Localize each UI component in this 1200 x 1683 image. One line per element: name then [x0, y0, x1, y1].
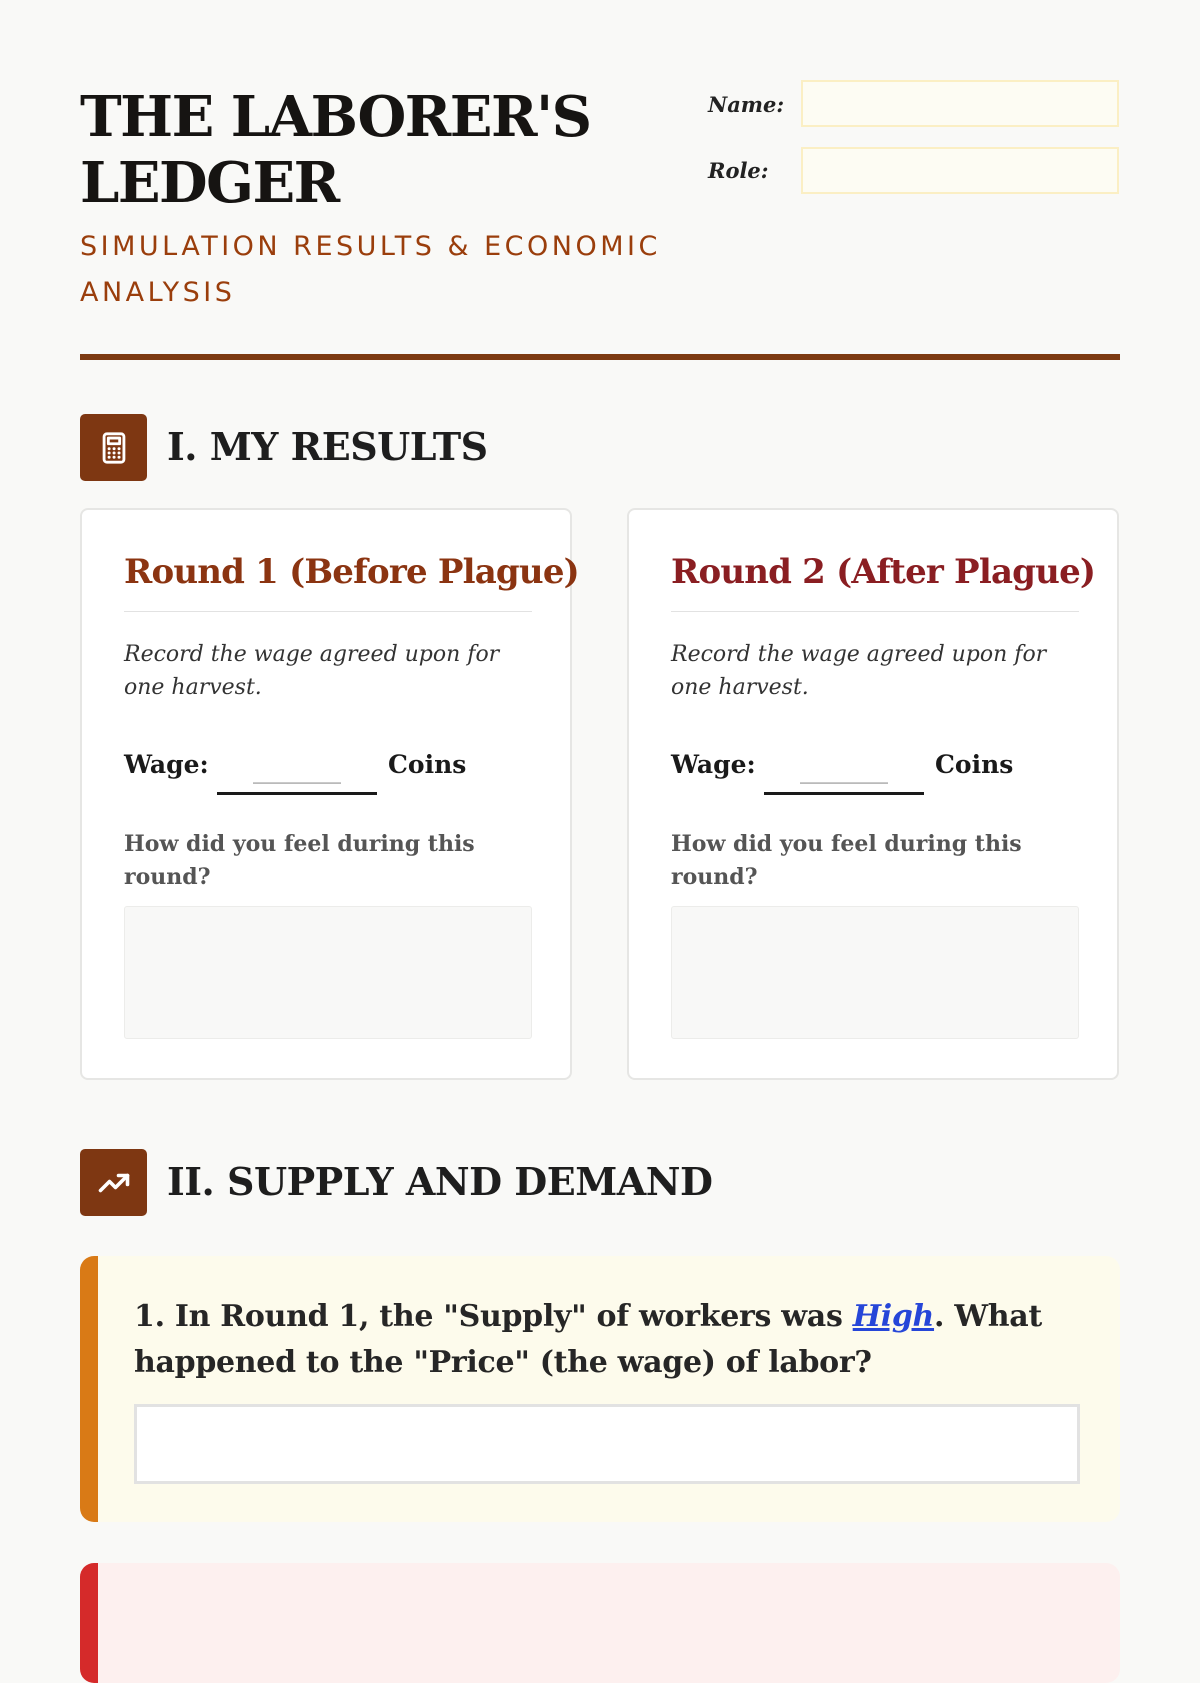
role-label: Role: [708, 158, 769, 183]
trending-up-icon [80, 1149, 147, 1216]
round-1-title: Round 1 (Before Plague) [124, 552, 579, 592]
round-2-feel-textarea[interactable] [671, 906, 1079, 1039]
round-2-instruction: Record the wage agreed upon for one harvest. [671, 642, 1047, 700]
header-divider [80, 354, 1120, 360]
question-1-text-start: 1. In Round 1, the "Supply" of workers was [134, 1299, 853, 1334]
page-subtitle: SIMULATION RESULTS & ECONOMIC ANALYSIS [80, 231, 661, 308]
question-1-text [134, 1294, 1084, 1386]
round-2-wage-input[interactable] [764, 751, 924, 795]
round-1-wage-label: Wage: [124, 750, 209, 779]
card-divider [124, 611, 532, 612]
round-2-title: Round 2 (After Plague) [671, 552, 1096, 592]
question-2-block [80, 1563, 1120, 1683]
round-1-wage-input[interactable] [217, 751, 377, 795]
round-1-feel-textarea[interactable] [124, 906, 532, 1039]
name-label: Name: [708, 92, 785, 117]
round-2-wage-label: Wage: [671, 750, 756, 779]
round-2-coins-label: Coins [935, 750, 1014, 779]
round-1-card [80, 508, 579, 1080]
card-divider [671, 611, 1079, 612]
round-1-coins-label: Coins [388, 750, 467, 779]
page-title: THE LABORER'S LEDGER [80, 84, 591, 216]
section-title-results: I. MY RESULTS [167, 424, 488, 469]
question-1-block [80, 1256, 1120, 1522]
round-1-instruction: Record the wage agreed upon for one harvest. [124, 642, 500, 700]
role-field[interactable] [801, 147, 1119, 194]
round-2-card [627, 508, 1119, 1080]
name-field[interactable] [801, 80, 1119, 127]
question-accent-bar [80, 1563, 98, 1683]
section-title-supply-demand: II. SUPPLY AND DEMAND [167, 1159, 713, 1204]
calculator-icon [80, 414, 147, 481]
question-1-answer-input[interactable] [134, 1404, 1080, 1484]
round-2-feel-label: How did you feel during this round? [671, 831, 1022, 890]
question-1-text-end: . What happened to the "Price" (the wage) of labor? [134, 1299, 1042, 1380]
round-1-feel-label: How did you feel during this round? [124, 831, 475, 890]
question-accent-bar [80, 1256, 98, 1522]
question-1-highlight: High [852, 1299, 935, 1334]
